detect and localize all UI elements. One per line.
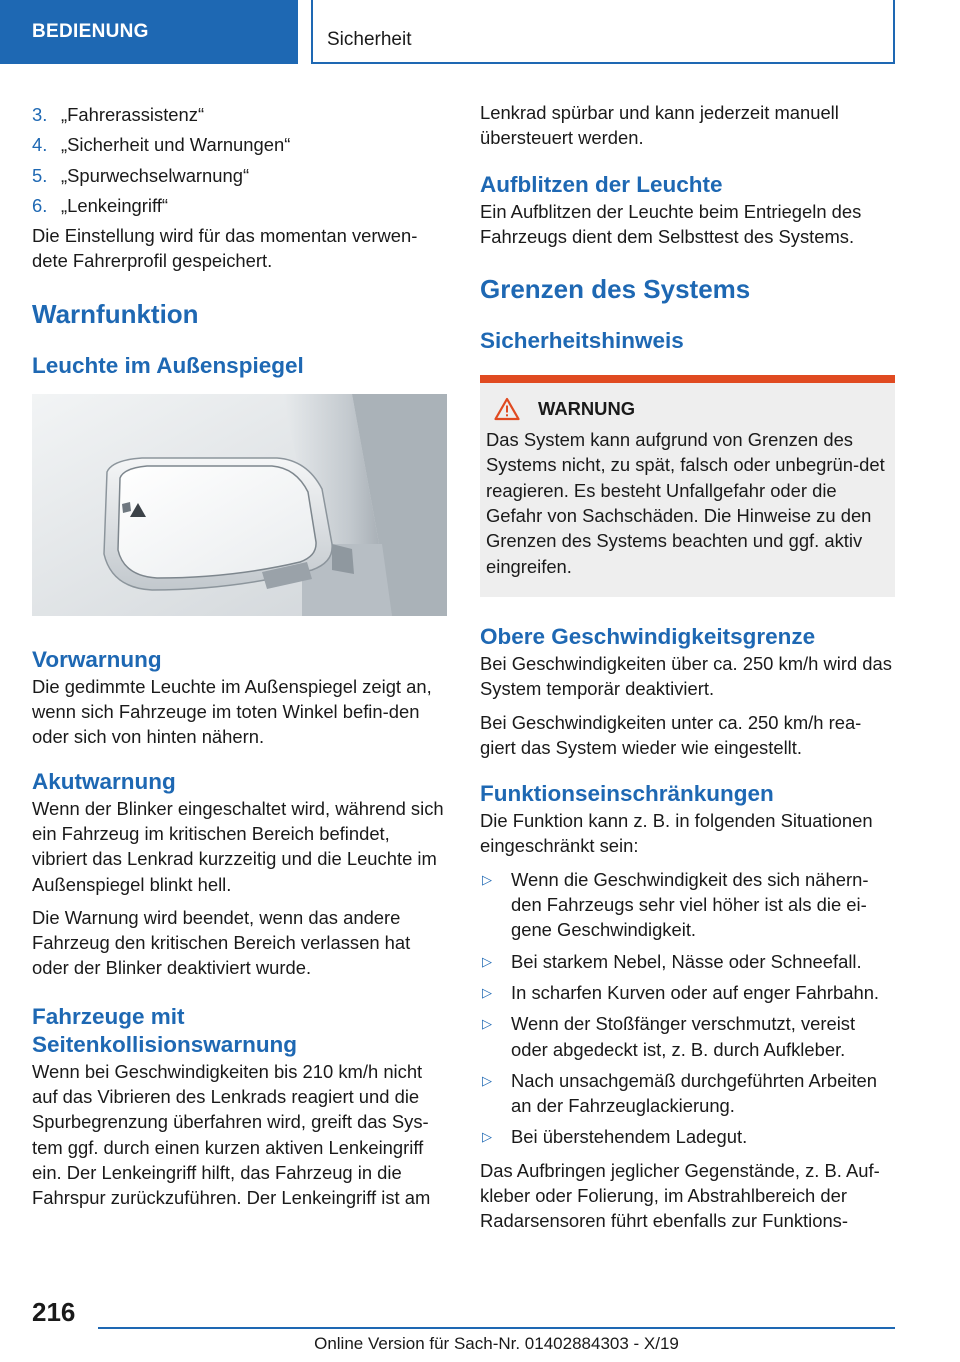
heading-sicherheitshinweis: Sicherheitshinweis: [480, 328, 684, 354]
warning-title: WARNUNG: [538, 398, 636, 420]
heading-warnfunktion: Warnfunktion: [32, 298, 199, 329]
chapter-title: Sicherheit: [311, 0, 895, 64]
heading-akutwarnung: Akutwarnung: [32, 768, 176, 794]
footer-divider: [98, 1327, 895, 1329]
bullet-triangle-icon: ▷: [482, 871, 492, 887]
paragraph-fahrzeuge: Wenn bei Geschwindigkeiten bis 210 km/h nicht auf das Vibrieren des Lenkrads reagiert und die Spurbegrenzung überfahren wird, greift das Sys-tem ggf. durch einen kurzen aktiven Lenkeingriff ein. Der Lenkeingriff hilft, das Fahrzeug in die Fahrspur zurückzuführen. Der Lenkeingriff ist am: [32, 1060, 431, 1209]
list-item: 5. „Spurwechselwarnung“: [32, 164, 250, 186]
paragraph-profile: Die Einstellung wird für das momentan verwen-dete Fahrerprofil gespeichert.: [32, 225, 418, 272]
list-item: ▷ Bei überstehendem Ladegut.: [480, 1124, 895, 1149]
heading-aufblitzen: Aufblitzen der Leuchte: [480, 171, 723, 197]
mirror-illustration: [32, 394, 447, 616]
left-column: [32, 100, 447, 1219]
list-item: 3. „Fahrerassistenz“: [32, 104, 205, 125]
heading-grenzen: Grenzen des Systems: [480, 274, 751, 305]
bullet-triangle-icon: ▷: [482, 1129, 492, 1145]
list-item: 6. „Lenkeingriff“: [32, 194, 168, 216]
paragraph-aufblitzen: Ein Aufblitzen der Leuchte beim Entriegeln des Fahrzeugs dient dem Selbsttest des Systems.: [480, 200, 862, 247]
paragraph-continued: Lenkrad spürbar und kann jederzeit manuell übersteuert werden.: [480, 102, 839, 149]
warning-text: Das System kann aufgrund von Grenzen des Systems nicht, zu spät, falsch oder unbegrün-det reagieren. Es besteht Unfallgefahr oder die Gefahr von Sachschäden. Die Hinweise zu den Grenzen des Systems beachten und ggf. aktiv eingreifen.: [486, 429, 885, 577]
side-mirror-image: [32, 394, 447, 616]
paragraph-vorwarnung: Die gedimmte Leuchte im Außenspiegel zeigt an, wenn sich Fahrzeuge im toten Winkel befin-den oder sich von hinten nähern.: [32, 675, 432, 748]
list-item: 4. „Sicherheit und Warnungen“: [32, 134, 291, 156]
heading-leuchte: Leuchte im Außenspiegel: [32, 352, 304, 378]
warning-header: [486, 397, 889, 421]
paragraph-obere-2: Bei Geschwindigkeiten unter ca. 250 km/h rea-giert das System wieder wie eingestellt.: [480, 711, 862, 758]
limitation-list: [480, 867, 895, 1150]
list-item: ▷ Nach unsachgemäß durchgeführten Arbeiten an der Fahrzeuglackierung.: [480, 1068, 895, 1119]
bullet-triangle-icon: ▷: [482, 1016, 492, 1032]
bullet-triangle-icon: ▷: [482, 1072, 492, 1088]
heading-fahrzeuge: Fahrzeuge mit Seitenkollisionswarnung: [32, 1003, 298, 1057]
paragraph-funktion: Die Funktion kann z. B. in folgenden Situationen eingeschränkt sein:: [480, 810, 873, 857]
paragraph-akutwarnung-1: Wenn der Blinker eingeschaltet wird, während sich ein Fahrzeug im kritischen Bereich befindet, vibriert das Lenkrad kurzzeitig und die Leuchte im Außenspiegel blinkt hell.: [32, 797, 444, 895]
section-tab: BEDIENUNG: [0, 0, 298, 64]
list-item: ▷ Wenn der Stoßfänger verschmutzt, vereist oder abgedeckt ist, z. B. durch Aufkleber.: [480, 1011, 895, 1062]
list-item: ▷ Bei starkem Nebel, Nässe oder Schneefall.: [480, 949, 895, 974]
paragraph-akutwarnung-2: Die Warnung wird beendet, wenn das andere Fahrzeug den kritischen Bereich verlassen hat oder der Blinker deaktiviert wurde.: [32, 906, 411, 979]
menu-path-list: [32, 100, 447, 221]
warning-box: [480, 375, 895, 597]
heading-obere-grenze: Obere Geschwindigkeitsgrenze: [480, 623, 816, 649]
warning-triangle-icon: [494, 397, 520, 421]
heading-vorwarnung: Vorwarnung: [32, 646, 162, 672]
page-number: 216: [32, 1297, 76, 1327]
list-item: ▷ In scharfen Kurven oder auf enger Fahrbahn.: [480, 980, 895, 1005]
bullet-triangle-icon: ▷: [482, 953, 492, 969]
paragraph-end: Das Aufbringen jeglicher Gegenstände, z. B. Auf-kleber oder Folierung, im Abstrahlbereich der Radarsensoren führt ebenfalls zur Funktions-: [480, 1159, 880, 1232]
bullet-triangle-icon: ▷: [482, 984, 492, 1000]
paragraph-obere-1: Bei Geschwindigkeiten über ca. 250 km/h wird das System temporär deaktiviert.: [480, 652, 892, 700]
list-item: ▷ Wenn die Geschwindigkeit des sich nähern-den Fahrzeugs sehr viel höher ist als die ei-gene Geschwindigkeit.: [480, 867, 895, 943]
heading-funktionseinschraenkungen: Funktionseinschränkungen: [480, 781, 774, 807]
footer-text: Online Version für Sach-Nr. 01402884303 - X/19: [314, 1334, 679, 1353]
right-column: [480, 100, 895, 1242]
